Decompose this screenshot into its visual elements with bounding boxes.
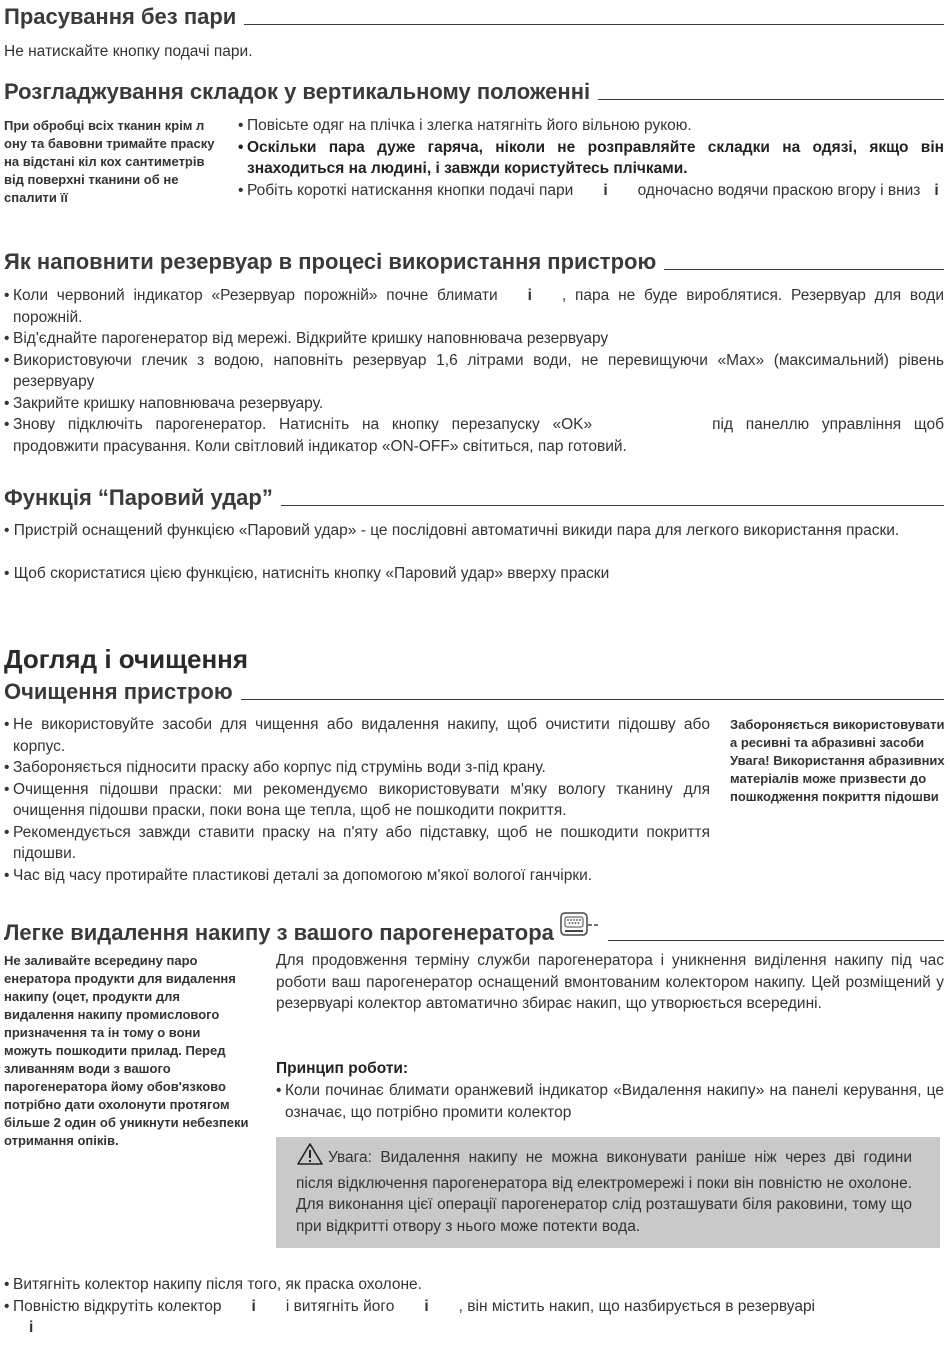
list-item: • Рекомендується завжди ставити праску на п'яту або підставку, щоб не пошкодити покриття підошви. [4, 822, 710, 865]
warning-icon [296, 1142, 324, 1173]
side-note: При обробці всіх тканин крім л ону та бавовни тримайте праску на відстані кіл кох сантиметрів від поверхні тканини об не спалити її [4, 118, 215, 205]
figure-ref: і [29, 1319, 34, 1336]
list-item: • Коли червоний індикатор «Резервуар порожній» почне блимати і , пара не буде вироблятися. Резервуар для води порожній. [4, 285, 944, 328]
paragraph-intro: Для продовження терміну служби парогенератора і уникнення виділення накипу під час роботи ваш парогенератор оснащений вмонтованим колектором накипу. Цей розміщений у резервуарі колектор автоматично збирає накип, що утворюється всередині. [276, 952, 944, 1012]
side-note: Забороняється використовувати а ресивні та абразивні засоби Увага! Використання абразивних матеріалів може призвести до пошкодження покриття підошви [730, 717, 945, 804]
heading-rule [598, 99, 944, 100]
paragraph: Не натискайте кнопку подачі пари. [4, 43, 253, 60]
figure-ref: і [527, 287, 532, 304]
heading-text: Як наповнити резервуар в процесі використання пристрою [4, 249, 657, 274]
bullet-list [276, 1080, 944, 1123]
section-heading-vertical-steaming [4, 79, 944, 105]
list-item: • Закрийте кришку наповнювача резервуару. [4, 393, 944, 415]
list-item: • Повісьте одяг на плічка і злегка натягніть його вільною рукою. [238, 115, 944, 137]
section-heading-refill-tank [4, 249, 944, 275]
list-item: • Коли починає блимати оранжевий індикатор «Видалення накипу» на панелі керування, це означає, що потрібно промити колектор [276, 1080, 944, 1123]
warning-text: Увага: Видалення накипу не можна виконувати раніше ніж через дві години після відключення парогенератора від електромережі і поки він повністю не охолоне. Для виконання цієї операції парогенератор слід розташувати біля раковини, тому що при відкритті отвору з нього може потекти вода. [296, 1149, 912, 1235]
list-item: • Знову підключіть парогенератор. Натисніть на кнопку перезапуску «OK» під панеллю управління щоб продовжити прасування. Коли світловий індикатор «ON-OFF» світиться, пар готовий. [4, 414, 944, 457]
heading-rule [608, 940, 944, 941]
heading-rule [241, 699, 944, 700]
paragraph: • Пристрій оснащений функцією «Паровий удар» - це послідовні автоматичні викиди пара для легкого використання праски. [4, 522, 900, 539]
chapter-heading-care-cleaning: Догляд і очищення [4, 644, 249, 674]
bullet-list [4, 1274, 944, 1339]
list-item: • Від'єднайте парогенератор від мережі. Відкрийте кришку наповнювача резервуару [4, 328, 944, 350]
figure-ref: і [251, 1297, 256, 1315]
heading-rule [244, 24, 944, 25]
heading-text: Легке видалення накипу з вашого парогенератора [4, 920, 554, 945]
paragraph: • Щоб скористатися цією функцією, натисніть кнопку «Паровий удар» вверху праски [4, 565, 610, 582]
bullet-list [238, 115, 944, 201]
heading-text: Очищення пристрою [4, 679, 233, 704]
list-item: • Робіть короткі натискання кнопки подачі пари і одночасно водячи праскою вгору і вниз і [238, 180, 944, 202]
heading-rule [664, 269, 944, 270]
section-heading-cleaning-appliance [4, 679, 944, 705]
figure-ref: і [934, 181, 939, 199]
list-item: • Використовуючи глечик з водою, наповніть резервуар 1,6 літрами води, не перевищуючи «Max» (максимальний) рівень резервуару [4, 350, 944, 393]
heading-text: Функція “Паровий удар” [4, 485, 273, 510]
section-heading-ironing-without-steam [4, 4, 944, 30]
list-item: • Очищення підошви праски: ми рекомендуємо використовувати м'яку вологу тканину для очищення підошви праски, поки вона ще тепла, щоб не пошкодити покриття. [4, 779, 710, 822]
side-note: Не заливайте всередину паро енератора продукти для видалення накипу (оцет, продукти для видалення накипу промислового призначення та ін тому о вони можуть пошкодити прилад. Перед зливанням води з вашого парогенератора йому обов'язково потрібно дати охолонути протягом більше 2 один об уникнути небезпеки отримання опіків. [4, 953, 249, 1148]
heading-rule [281, 505, 944, 506]
list-item: • Оскільки пара дуже гаряча, ніколи не розправляйте складки на одязі, якщо він знаходиться на людині, і завжди користуйтесь плічками. [238, 137, 944, 180]
heading-text: Розгладжування складок у вертикальному положенні [4, 79, 591, 104]
list-item: • Не використовуйте засоби для чищення або видалення накипу, щоб очистити підошву або корпус. [4, 714, 710, 757]
list-item: • Забороняється підносити праску або корпус під струмінь води з-під крану. [4, 757, 710, 779]
list-item: • Витягніть колектор накипу після того, як праска охолоне. [4, 1274, 944, 1296]
figure-ref: і [424, 1297, 429, 1315]
descale-icon [560, 912, 600, 946]
bullet-list [4, 285, 944, 457]
section-heading-easy-descaling [4, 912, 944, 946]
principle-title: Принцип роботи: [276, 1060, 409, 1077]
section-heading-steam-shot [4, 485, 944, 511]
bullet-list [4, 714, 710, 886]
list-item: • Повністю відкрутіть колектор і і витягніть його і , він містить накип, що назбирується в резервуарі і [4, 1296, 944, 1339]
figure-ref: і [603, 181, 608, 199]
heading-text: Прасування без пари [4, 4, 237, 29]
list-item: • Час від часу протирайте пластикові деталі за допомогою м'якої вологої ганчірки. [4, 865, 710, 887]
warning-box [276, 1137, 940, 1248]
